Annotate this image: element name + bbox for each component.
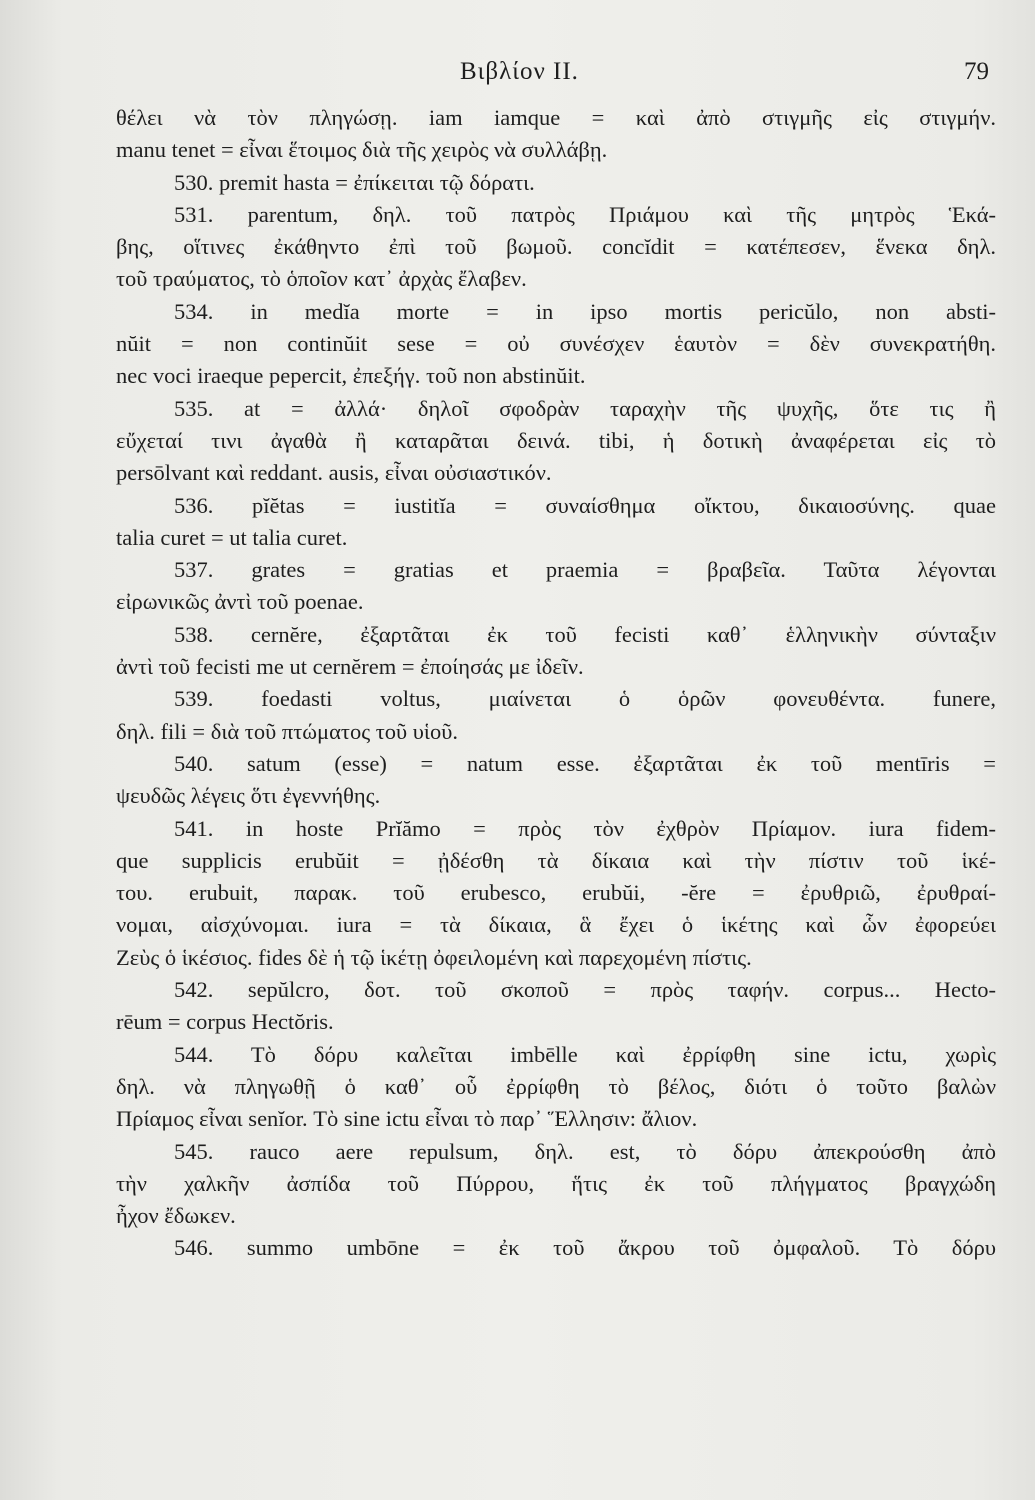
- text-line: 536. pĭĕtas = iustitĭa = συναίσθημα οἴκτου, δικαιοσύνης. quae: [174, 492, 996, 518]
- text-line: 539. foedasti voltus, μιαίνεται ὁ ὁρῶν φονευθέντα. funere,: [174, 686, 996, 712]
- text-line: Πρίαμος εἶναι senĭor. Τὸ sine ictu εἶναι τὸ παρ᾽ Ἕλλησιν: ἄλιον.: [116, 1106, 698, 1132]
- running-title: Βιβλίον II.: [460, 58, 579, 85]
- text-line: 530. premit hasta = ἐπίκειται τῷ δόρατι.: [174, 169, 535, 195]
- text-line: 541. in hoste Prĭămo = πρὸς τὸν ἐχθρὸν Πρίαμον. iura fidem-: [174, 815, 996, 841]
- text-line: δηλ. νὰ πληγωθῇ ὁ καθ᾽ οὗ ἐρρίφθη τὸ βέλος, διότι ὁ τοῦτο βαλὼν: [116, 1073, 996, 1099]
- text-line: 544. Τὸ δόρυ καλεῖται imbēlle καὶ ἐρρίφθη sine ictu, χωρὶς: [174, 1041, 996, 1067]
- text-line: persōlvant καὶ reddant. ausis, εἶναι οὐσιαστικόν.: [116, 460, 552, 486]
- text-line: rēum = corpus Hectŏris.: [116, 1009, 334, 1035]
- text-line: nec voci iraeque pepercit, ἐπεξήγ. τοῦ non abstinŭit.: [116, 363, 586, 389]
- text-line: θέλει νὰ τὸν πληγώσῃ. iam iamque = καὶ ἀπὸ στιγμῆς εἰς στιγμήν.: [116, 105, 996, 130]
- text-line: que supplicis erubŭit = ᾐδέσθη τὰ δίκαια καὶ τὴν πίστιν τοῦ ἱκέ-: [116, 847, 996, 873]
- text-line: βης, οἵτινες ἐκάθηντο ἐπὶ τοῦ βωμοῦ. concĭdit = κατέπεσεν, ἕνεκα δηλ.: [116, 234, 996, 260]
- text-line: 537. grates = gratias et praemia = βραβεῖα. Ταῦτα λέγονται: [174, 557, 996, 583]
- text-line: 546. summo umbōne = ἐκ τοῦ ἄκρου τοῦ ὀμφαλοῦ. Τὸ δόρυ: [174, 1235, 996, 1261]
- text-line: ἦχον ἔδωκεν.: [116, 1203, 236, 1229]
- commentary-text: [116, 102, 996, 1265]
- page-header: [120, 58, 995, 98]
- page-number: 79: [964, 58, 989, 85]
- text-line: 531. parentum, δηλ. τοῦ πατρὸς Πριάμου καὶ τῆς μητρὸς Ἑκά-: [174, 201, 996, 227]
- text-line: nŭit = non continŭit sese = οὐ συνέσχεν ἑαυτὸν = δὲν συνεκρατήθη.: [116, 331, 996, 357]
- text-line: ψευδῶς λέγεις ὅτι ἐγεννήθης.: [116, 783, 381, 809]
- text-line: 534. in medĭa morte = in ipso mortis pericŭlo, non absti-: [174, 298, 996, 324]
- text-line: Ζεὺς ὁ ἱκέσιος. fides δὲ ἡ τῷ ἱκέτῃ ὀφειλομένη καὶ παρεχομένη πίστις.: [116, 944, 752, 970]
- text-line: 540. satum (esse) = natum esse. ἐξαρτᾶται ἐκ τοῦ mentīris =: [174, 750, 996, 776]
- text-line: 535. at = ἀλλά· δηλοῖ σφοδρὰν ταραχὴν τῆς ψυχῆς, ὅτε τις ἢ: [174, 395, 996, 421]
- text-line: εἰρωνικῶς ἀντὶ τοῦ poenae.: [116, 589, 364, 615]
- text-line: εὔχεταί τινι ἀγαθὰ ἢ καταρᾶται δεινά. tibi, ἡ δοτικὴ ἀναφέρεται εἰς τὸ: [116, 427, 996, 453]
- text-line: 538. cernĕre, ἐξαρτᾶται ἐκ τοῦ fecisti καθ᾽ ἑλληνικὴν σύνταξιν: [174, 621, 996, 647]
- text-line: νομαι, αἰσχύνομαι. iura = τὰ δίκαια, ἃ ἔχει ὁ ἱκέτης καὶ ὧν ἐφορεύει: [116, 912, 996, 938]
- text-line: 545. rauco aere repulsum, δηλ. est, τὸ δόρυ ἀπεκρούσθη ἀπὸ: [174, 1138, 996, 1164]
- text-line: του. erubuit, παρακ. τοῦ erubesco, erubŭi, -ĕre = ἐρυθριῶ, ἐρυθραί-: [116, 880, 996, 906]
- text-line: talia curet = ut talia curet.: [116, 524, 348, 550]
- text-line: τοῦ τραύματος, τὸ ὁποῖον κατ᾽ ἀρχὰς ἔλαβεν.: [116, 266, 527, 292]
- text-line: manu tenet = εἶναι ἕτοιμος διὰ τῆς χειρὸς νὰ συλλάβῃ.: [116, 137, 608, 163]
- text-line: ἀντὶ τοῦ fecisti me ut cernĕrem = ἐποίησάς με ἰδεῖν.: [116, 654, 584, 680]
- text-line: τὴν χαλκῆν ἀσπίδα τοῦ Πύρρου, ἥτις ἐκ τοῦ πλήγματος βραγχώδη: [116, 1170, 996, 1196]
- text-line: 542. sepŭlcro, δοτ. τοῦ σκοποῦ = πρὸς ταφήν. corpus... Hecto-: [174, 977, 996, 1003]
- text-line: δηλ. fili = διὰ τοῦ πτώματος τοῦ υἱοῦ.: [116, 718, 458, 744]
